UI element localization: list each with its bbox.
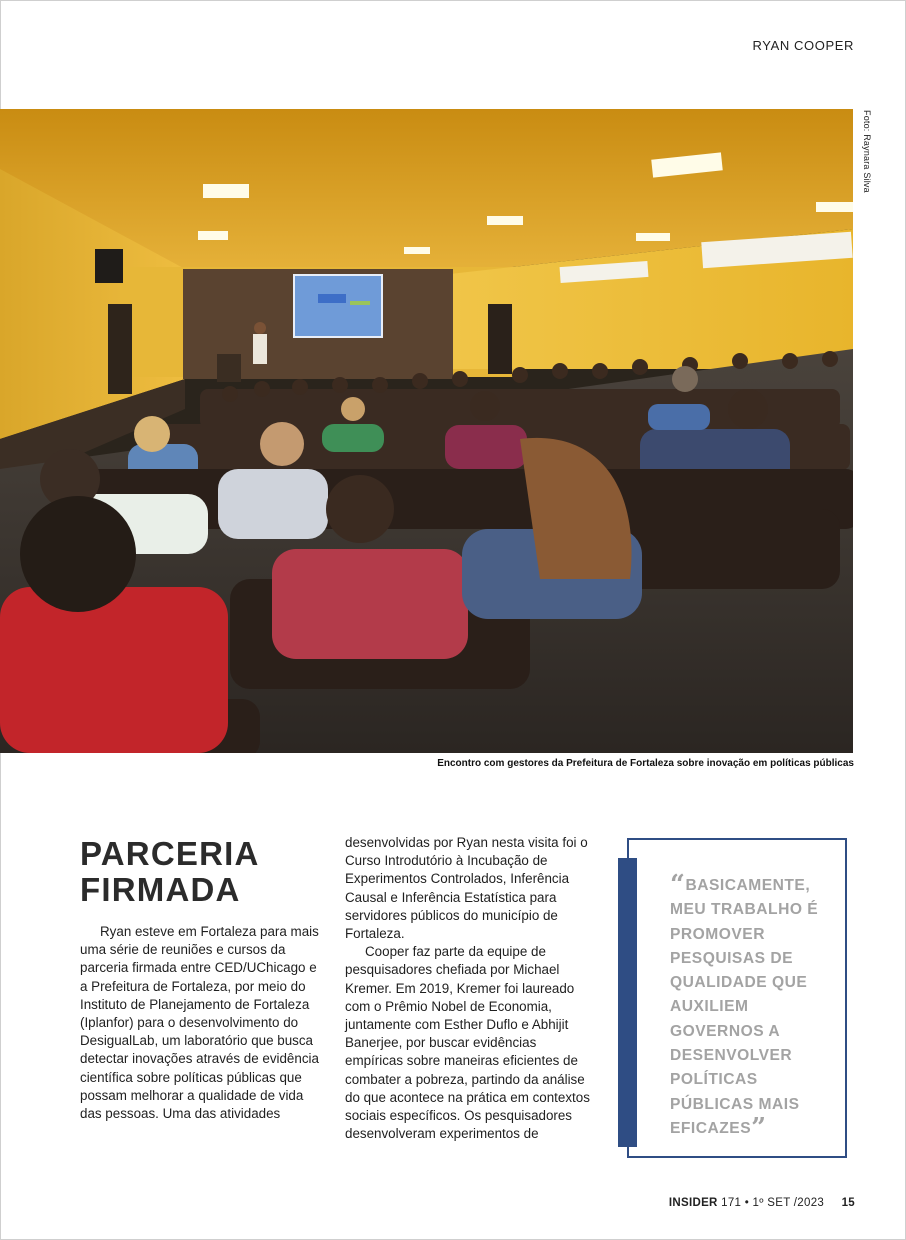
pull-quote xyxy=(670,870,830,1143)
photo-credit: Foto: Raynara Silva xyxy=(862,110,872,193)
running-head: RYAN COOPER xyxy=(752,38,854,53)
event-photo xyxy=(0,109,853,753)
article-title: PARCERIA FIRMADA xyxy=(80,835,260,908)
photo-caption: Encontro com gestores da Prefeitura de Fortaleza sobre inovação em políticas públicas xyxy=(437,758,854,769)
article-paragraph: desenvolvidas por Ryan nesta visita foi o Curso Introdutório à Incubação de Experimentos Controlados, Inferência Causal e Inferência Estatística para servidores públicos do município de Fortaleza. xyxy=(345,835,588,942)
issue-info: 171 • 1º SET /2023 xyxy=(721,1197,825,1209)
page-number: 15 xyxy=(841,1197,855,1209)
article-paragraph: Ryan esteve em Fortaleza para mais uma série de reuniões e cursos da parceria firmada entre CED/UChicago e a Prefeitura de Fortaleza, por meio do Instituto de Planejamento de Fortaleza (Iplanfor) para o desenvolvimento do DesigualLab, um laboratório que busca detectar inovações através de evidência científica sobre políticas públicas que possam melhorar a qualidade de vida das pessoas. Uma das atividades xyxy=(80,924,319,1122)
article-column-1 xyxy=(80,923,324,1123)
pull-quote-text: BASICAMENTE, MEU TRABALHO É PROMOVER PESQUISAS DE QUALIDADE QUE AUXILIEM GOVERNOS A DESENVOLVER POLÍTICAS PÚBLICAS MAIS EFICAZES xyxy=(670,877,819,1137)
open-quote-mark: “ xyxy=(670,870,686,900)
page-footer xyxy=(669,1197,855,1209)
article-paragraph: Cooper faz parte da equipe de pesquisadores chefiada por Michael Kremer. Em 2019, Kremer foi laureado com o Prêmio Nobel de Economia, juntamente com Esther Duflo e Abhijit Banerjee, por buscar evidências empíricas sobre maneiras eficientes de combater a pobreza, partindo da análise do que acontece na prática em contextos sociais específicos. Os pesquisadores desenvolveram experimentos de xyxy=(345,944,590,1142)
article-column-2 xyxy=(345,834,595,1143)
close-quote-mark: ” xyxy=(751,1112,767,1143)
magazine-name: INSIDER xyxy=(668,1197,718,1209)
